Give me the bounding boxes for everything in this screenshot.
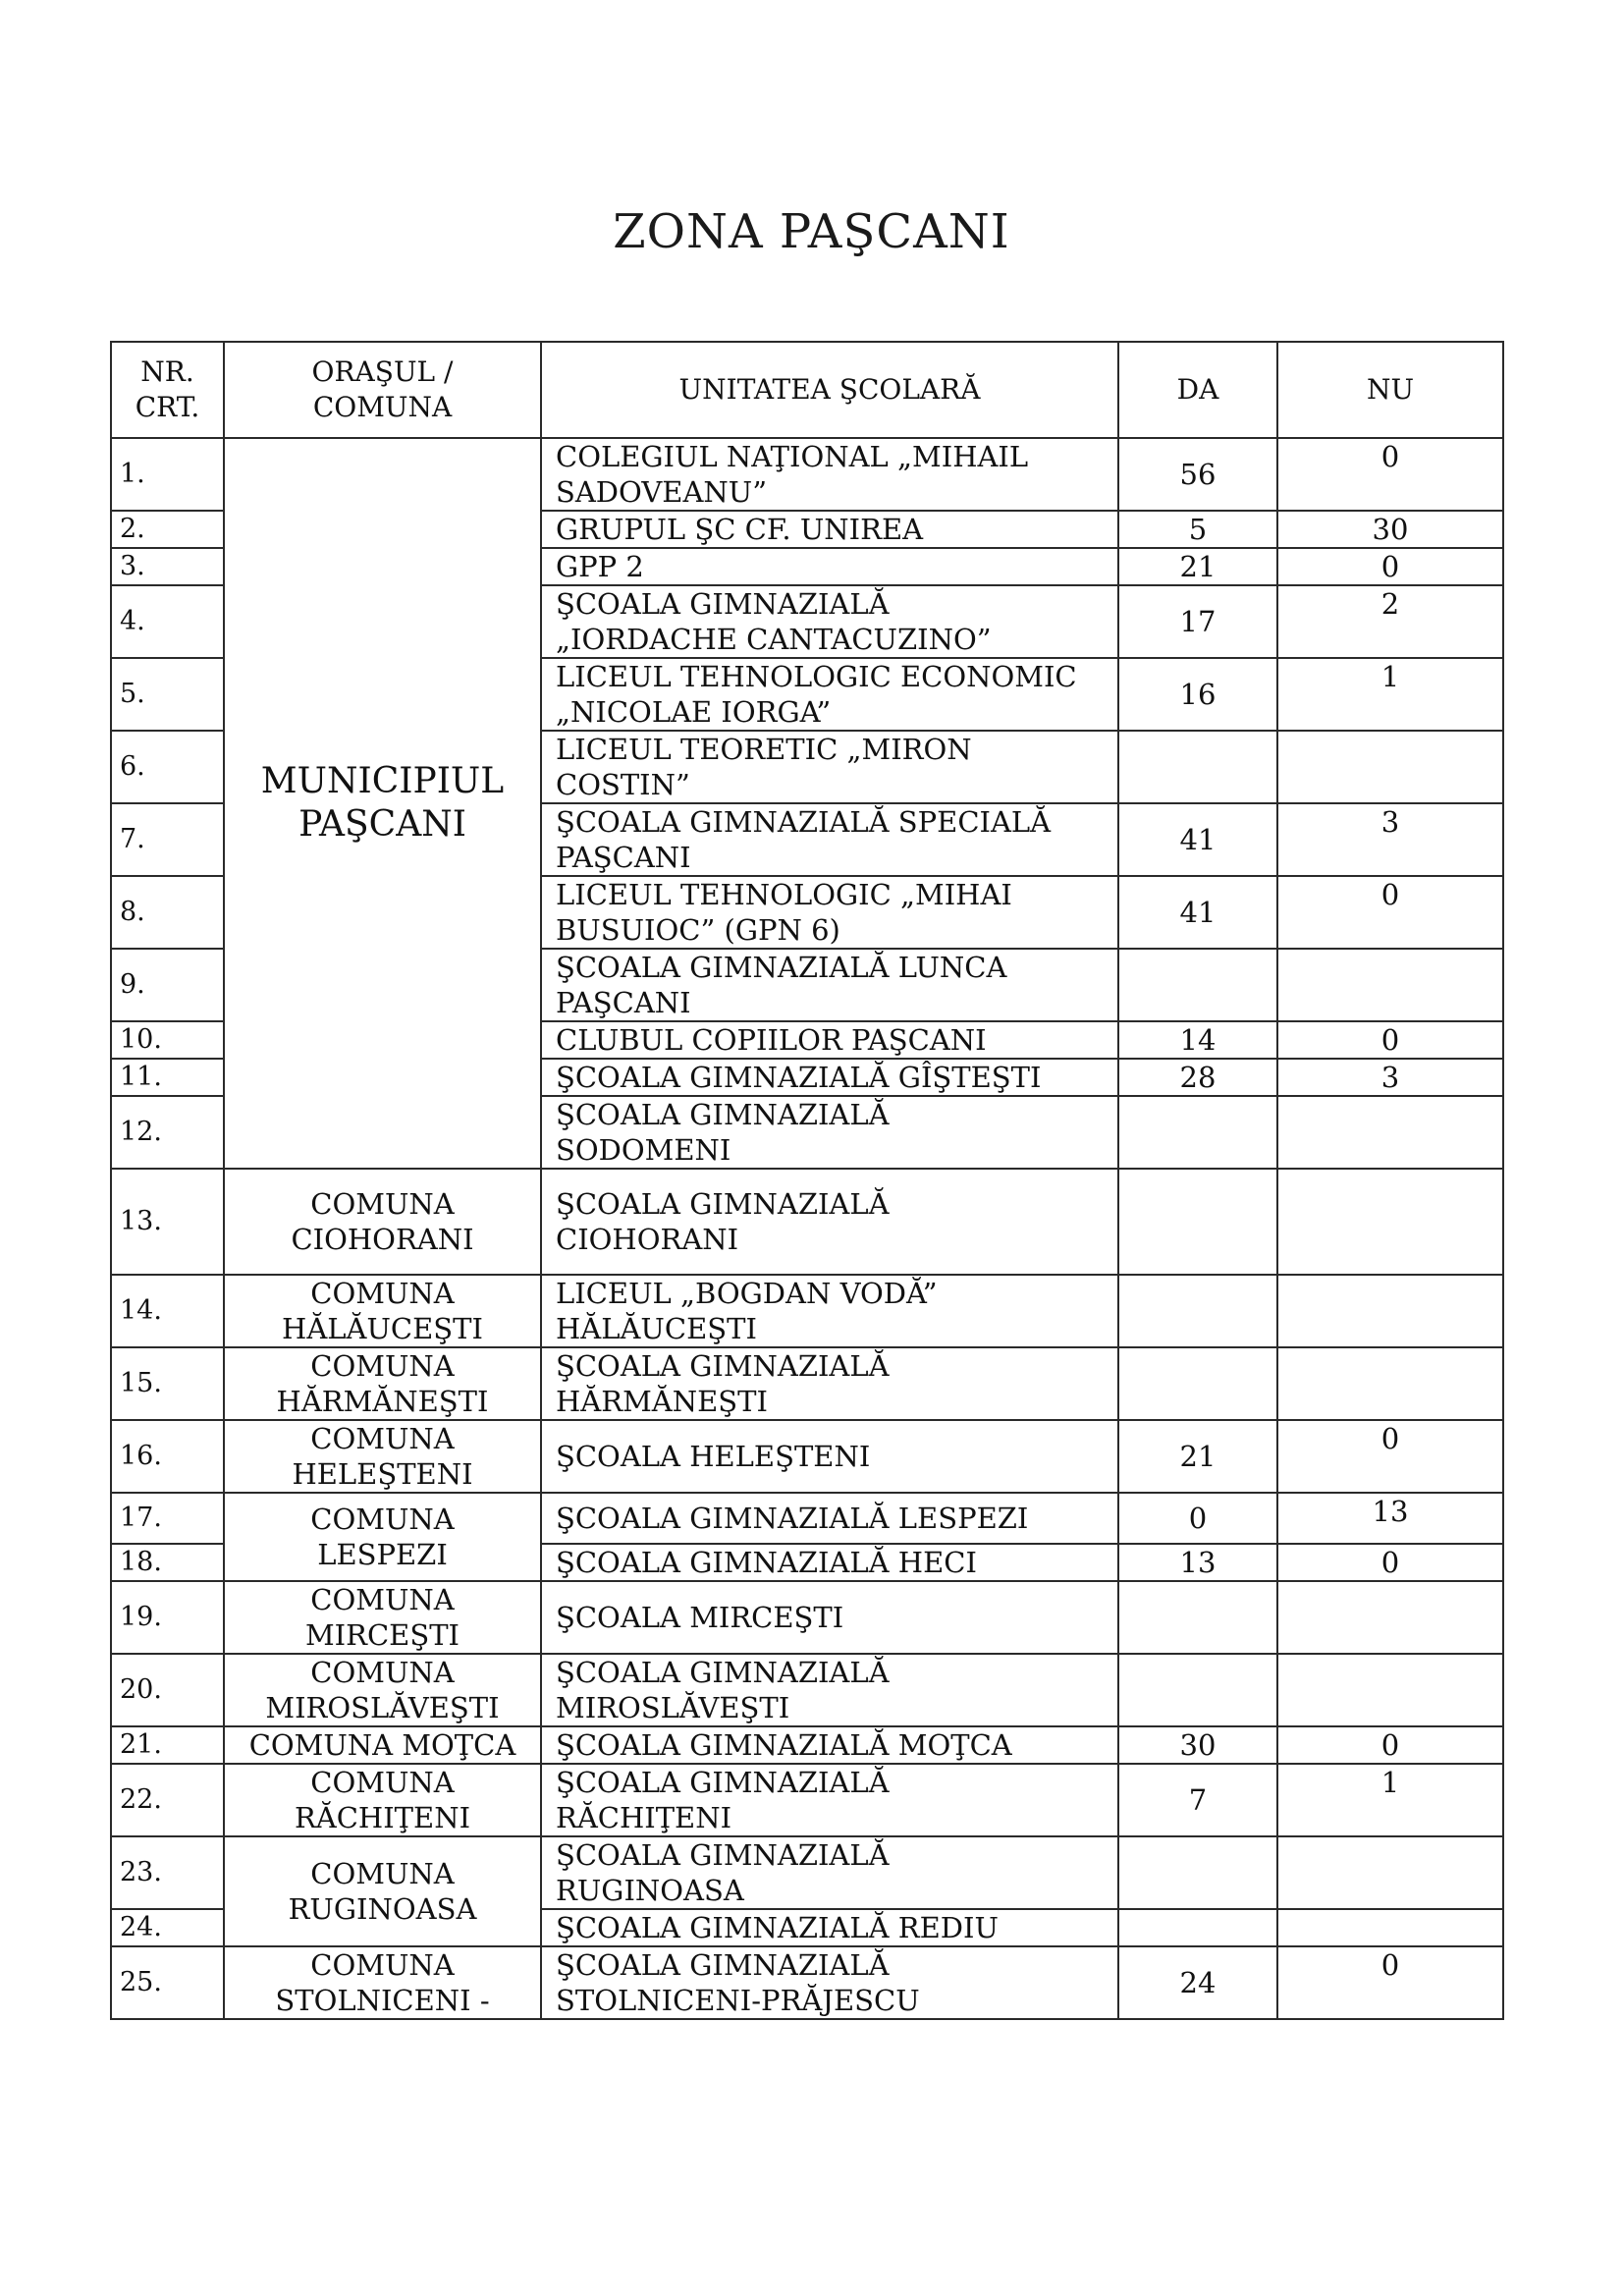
da-value: 17 xyxy=(1118,585,1277,658)
town-cell-pascani xyxy=(224,438,541,1169)
row-number: 15. xyxy=(111,1347,224,1420)
row-number: 21. xyxy=(111,1726,224,1764)
nu-value: 0 xyxy=(1277,1420,1503,1493)
school-unit-line: GRUPUL ŞC CF. UNIREA xyxy=(556,513,924,546)
table-row xyxy=(111,1169,1503,1275)
town-line: RUGINOASA xyxy=(288,1892,477,1926)
header-da: DA xyxy=(1118,342,1277,438)
school-unit-line: ŞCOALA GIMNAZIALĂ xyxy=(556,1838,890,1872)
da-value xyxy=(1118,1836,1277,1909)
da-value: 24 xyxy=(1118,1946,1277,2019)
table-row xyxy=(111,1764,1503,1836)
row-number: 12. xyxy=(111,1096,224,1169)
school-unit-line: STOLNICENI-PRĂJESCU xyxy=(556,1984,920,2017)
school-unit-line: ŞCOALA GIMNAZIALĂ xyxy=(556,587,890,621)
nu-value: 0 xyxy=(1277,1946,1503,2019)
nu-value xyxy=(1277,1654,1503,1726)
school-unit-line: „NICOLAE IORGA” xyxy=(556,695,832,729)
school-unit xyxy=(541,731,1118,803)
town-line: MIROSLĂVEŞTI xyxy=(265,1691,500,1724)
town-line: HĂRMĂNEŞTI xyxy=(276,1385,489,1418)
nu-value xyxy=(1277,731,1503,803)
town-line: COMUNA xyxy=(310,1187,455,1221)
table-row xyxy=(111,1654,1503,1726)
da-value: 16 xyxy=(1118,658,1277,731)
table-row xyxy=(111,1946,1503,2019)
row-number: 4. xyxy=(111,585,224,658)
row-number: 7. xyxy=(111,803,224,876)
town-cell-stolniceni xyxy=(224,1946,541,2019)
town-line: COMUNA xyxy=(310,1766,455,1799)
town-line: COMUNA xyxy=(310,1857,455,1890)
row-number: 6. xyxy=(111,731,224,803)
school-unit-line: ŞCOALA GIMNAZIALĂ xyxy=(556,1187,890,1221)
row-number: 22. xyxy=(111,1764,224,1836)
school-unit-line: ŞCOALA GIMNAZIALĂ MOŢCA xyxy=(556,1728,1012,1762)
school-unit xyxy=(541,1021,1118,1059)
school-unit-line: ŞCOALA GIMNAZIALĂ LUNCA xyxy=(556,951,1007,984)
da-value: 13 xyxy=(1118,1544,1277,1581)
school-unit xyxy=(541,1581,1118,1654)
school-unit-line: ŞCOALA GIMNAZIALĂ xyxy=(556,1098,890,1131)
town-line: MUNICIPIUL xyxy=(260,761,505,801)
school-unit-line: ŞCOALA GIMNAZIALĂ xyxy=(556,1349,890,1383)
school-unit-line: BUSUIOC” (GPN 6) xyxy=(556,913,840,947)
school-unit-line: „IORDACHE CANTACUZINO” xyxy=(556,623,992,656)
da-value: 14 xyxy=(1118,1021,1277,1059)
school-unit-line: PAŞCANI xyxy=(556,841,691,874)
da-value xyxy=(1118,1096,1277,1169)
nu-value xyxy=(1277,1909,1503,1946)
row-number: 10. xyxy=(111,1021,224,1059)
nu-value: 0 xyxy=(1277,1544,1503,1581)
town-line: COMUNA xyxy=(310,1349,455,1383)
school-unit-line: ŞCOALA GIMNAZIALĂ GÎŞTEŞTI xyxy=(556,1061,1042,1094)
row-number: 2. xyxy=(111,511,224,548)
header-town-line2: COMUNA xyxy=(312,391,453,423)
header-nr-line1: NR. xyxy=(140,355,194,388)
nu-value: 0 xyxy=(1277,876,1503,949)
town-line: PAŞCANI xyxy=(298,804,466,845)
school-unit-line: RUGINOASA xyxy=(556,1874,744,1907)
school-unit-line: ŞCOALA HELEŞTENI xyxy=(556,1440,871,1473)
school-unit-line: CIOHORANI xyxy=(556,1223,739,1256)
town-line: COMUNA xyxy=(310,1583,455,1616)
nu-value: 3 xyxy=(1277,1059,1503,1096)
nu-value: 0 xyxy=(1277,1726,1503,1764)
school-unit xyxy=(541,1654,1118,1726)
town-line: COMUNA xyxy=(310,1422,455,1455)
row-number: 16. xyxy=(111,1420,224,1493)
table-row xyxy=(111,1493,1503,1544)
town-cell-ciohorani xyxy=(224,1169,541,1275)
school-unit-line: ŞCOALA MIRCEŞTI xyxy=(556,1601,844,1634)
school-unit xyxy=(541,1275,1118,1347)
da-value xyxy=(1118,1169,1277,1275)
header-nr xyxy=(111,342,224,438)
school-unit-line: RĂCHIŢENI xyxy=(556,1801,732,1834)
school-unit-line: ŞCOALA GIMNAZIALĂ LESPEZI xyxy=(556,1502,1029,1535)
school-unit-line: HĂRMĂNEŞTI xyxy=(556,1385,768,1418)
school-unit xyxy=(541,658,1118,731)
da-value xyxy=(1118,1909,1277,1946)
row-number: 25. xyxy=(111,1946,224,2019)
school-unit xyxy=(541,1420,1118,1493)
town-cell-helesteni xyxy=(224,1420,541,1493)
school-unit xyxy=(541,1909,1118,1946)
school-unit xyxy=(541,1169,1118,1275)
row-number: 24. xyxy=(111,1909,224,1946)
da-value xyxy=(1118,949,1277,1021)
header-row xyxy=(111,342,1503,438)
school-unit-line: LICEUL „BOGDAN VODĂ” xyxy=(556,1277,938,1310)
header-unit: UNITATEA ŞCOLARĂ xyxy=(541,342,1118,438)
town-line: RĂCHIŢENI xyxy=(294,1801,471,1834)
town-cell-halaucesti xyxy=(224,1275,541,1347)
row-number: 23. xyxy=(111,1836,224,1909)
town-line: HĂLĂUCEŞTI xyxy=(282,1312,483,1345)
school-unit xyxy=(541,1946,1118,2019)
nu-value xyxy=(1277,1096,1503,1169)
table-row xyxy=(111,1726,1503,1764)
school-unit-line: CLUBUL COPIILOR PAŞCANI xyxy=(556,1023,987,1057)
school-unit xyxy=(541,1764,1118,1836)
school-unit-line: SODOMENI xyxy=(556,1133,731,1167)
town-line: CIOHORANI xyxy=(291,1223,474,1256)
nu-value: 0 xyxy=(1277,1021,1503,1059)
school-unit xyxy=(541,548,1118,585)
school-unit xyxy=(541,949,1118,1021)
nu-value xyxy=(1277,1581,1503,1654)
school-unit-line: LICEUL TEHNOLOGIC „MIHAI xyxy=(556,878,1012,911)
nu-value xyxy=(1277,1169,1503,1275)
school-unit-line: LICEUL TEHNOLOGIC ECONOMIC xyxy=(556,660,1077,693)
school-unit xyxy=(541,1096,1118,1169)
header-town xyxy=(224,342,541,438)
school-unit xyxy=(541,803,1118,876)
town-line: COMUNA xyxy=(310,1656,455,1689)
school-unit xyxy=(541,1059,1118,1096)
row-number: 9. xyxy=(111,949,224,1021)
town-cell-rachiteni xyxy=(224,1764,541,1836)
header-town-line1: ORAŞUL / xyxy=(311,355,454,388)
school-unit-line: COLEGIUL NAŢIONAL „MIHAIL xyxy=(556,440,1029,473)
town-cell-harmanesti xyxy=(224,1347,541,1420)
town-cell-lespezi xyxy=(224,1493,541,1581)
table-row xyxy=(111,1836,1503,1909)
school-unit xyxy=(541,511,1118,548)
school-unit-line: ŞCOALA GIMNAZIALĂ xyxy=(556,1656,890,1689)
town-cell-mircesti xyxy=(224,1581,541,1654)
town-line: LESPEZI xyxy=(317,1538,448,1571)
nu-value: 30 xyxy=(1277,511,1503,548)
school-unit-line: ŞCOALA GIMNAZIALĂ xyxy=(556,1766,890,1799)
school-unit-line: SADOVEANU” xyxy=(556,475,768,509)
page-title: ZONA PAŞCANI xyxy=(613,204,1010,259)
da-value: 21 xyxy=(1118,1420,1277,1493)
da-value: 41 xyxy=(1118,876,1277,949)
row-number: 5. xyxy=(111,658,224,731)
table-row xyxy=(111,1581,1503,1654)
da-value xyxy=(1118,1654,1277,1726)
table-row xyxy=(111,438,1503,511)
row-number: 18. xyxy=(111,1544,224,1581)
nu-value xyxy=(1277,1347,1503,1420)
da-value: 0 xyxy=(1118,1493,1277,1544)
school-unit-line: COSTIN” xyxy=(556,768,690,801)
school-unit-line: ŞCOALA GIMNAZIALĂ xyxy=(556,1948,890,1982)
school-unit-line: ŞCOALA GIMNAZIALĂ SPECIALĂ xyxy=(556,805,1052,839)
row-number: 13. xyxy=(111,1169,224,1275)
row-number: 8. xyxy=(111,876,224,949)
school-unit xyxy=(541,1726,1118,1764)
da-value: 7 xyxy=(1118,1764,1277,1836)
nu-value: 2 xyxy=(1277,585,1503,658)
nu-value xyxy=(1277,1836,1503,1909)
da-value: 41 xyxy=(1118,803,1277,876)
school-unit xyxy=(541,1544,1118,1581)
school-unit-line: LICEUL TEORETIC „MIRON xyxy=(556,733,972,766)
nu-value: 13 xyxy=(1277,1493,1503,1544)
da-value: 21 xyxy=(1118,548,1277,585)
da-value xyxy=(1118,1275,1277,1347)
table-row xyxy=(111,1347,1503,1420)
nu-value xyxy=(1277,949,1503,1021)
row-number: 19. xyxy=(111,1581,224,1654)
row-number: 3. xyxy=(111,548,224,585)
row-number: 1. xyxy=(111,438,224,511)
school-unit xyxy=(541,1493,1118,1544)
da-value xyxy=(1118,1347,1277,1420)
nu-value: 1 xyxy=(1277,1764,1503,1836)
school-unit xyxy=(541,876,1118,949)
school-unit-line: MIROSLĂVEŞTI xyxy=(556,1691,790,1724)
da-value xyxy=(1118,731,1277,803)
town-cell-ruginoasa xyxy=(224,1836,541,1946)
school-unit-line: GPP 2 xyxy=(556,550,644,583)
da-value: 30 xyxy=(1118,1726,1277,1764)
town-cell-miroslavesti xyxy=(224,1654,541,1726)
header-nr-line2: CRT. xyxy=(135,391,200,423)
da-value xyxy=(1118,1581,1277,1654)
da-value: 5 xyxy=(1118,511,1277,548)
town-line: COMUNA xyxy=(310,1948,455,1982)
nu-value: 3 xyxy=(1277,803,1503,876)
school-unit-line: PAŞCANI xyxy=(556,986,691,1019)
school-unit-line: HĂLĂUCEŞTI xyxy=(556,1312,757,1345)
school-unit xyxy=(541,1347,1118,1420)
town-line: HELEŞTENI xyxy=(292,1457,473,1491)
town-line: COMUNA xyxy=(310,1503,455,1536)
nu-value xyxy=(1277,1275,1503,1347)
row-number: 14. xyxy=(111,1275,224,1347)
town-line: STOLNICENI - xyxy=(275,1984,490,2017)
table-row xyxy=(111,1420,1503,1493)
nu-value: 0 xyxy=(1277,438,1503,511)
row-number: 11. xyxy=(111,1059,224,1096)
table-row xyxy=(111,1275,1503,1347)
town-line: COMUNA xyxy=(310,1277,455,1310)
school-unit xyxy=(541,1836,1118,1909)
da-value: 56 xyxy=(1118,438,1277,511)
da-value: 28 xyxy=(1118,1059,1277,1096)
nu-value: 0 xyxy=(1277,548,1503,585)
schools-table xyxy=(110,341,1504,2020)
school-unit-line: ŞCOALA GIMNAZIALĂ REDIU xyxy=(556,1911,999,1944)
header-nu: NU xyxy=(1277,342,1503,438)
nu-value: 1 xyxy=(1277,658,1503,731)
row-number: 20. xyxy=(111,1654,224,1726)
town-cell-motca: COMUNA MOŢCA xyxy=(224,1726,541,1764)
school-unit-line: ŞCOALA GIMNAZIALĂ HECI xyxy=(556,1546,977,1579)
school-unit xyxy=(541,585,1118,658)
row-number: 17. xyxy=(111,1493,224,1544)
town-line: MIRCEŞTI xyxy=(304,1618,460,1652)
school-unit xyxy=(541,438,1118,511)
